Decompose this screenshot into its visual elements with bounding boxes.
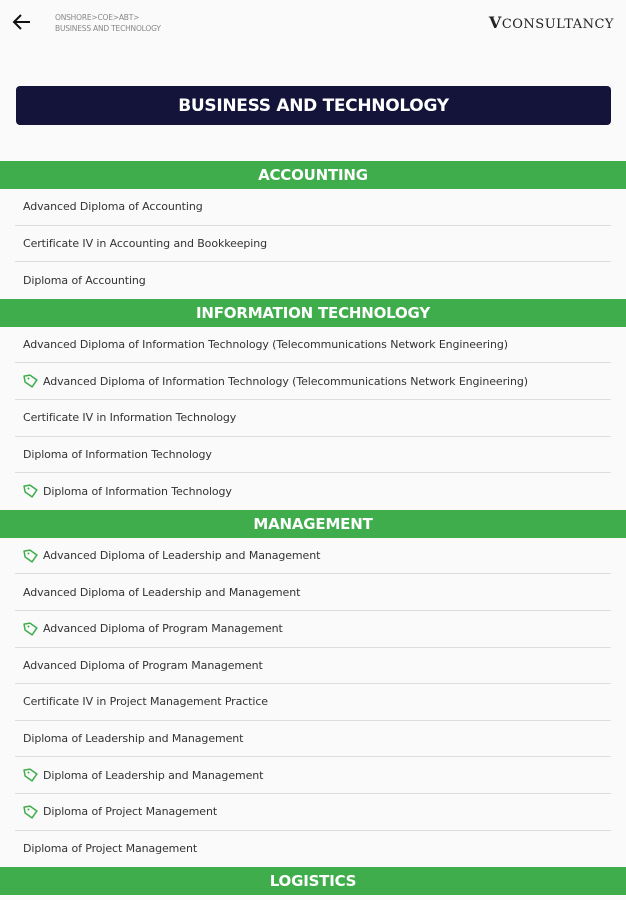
tag-icon <box>23 804 39 820</box>
course-item[interactable] <box>15 437 611 474</box>
logo-mark: V <box>488 13 502 32</box>
course-item[interactable] <box>15 648 611 685</box>
course-label: Certificate IV in Information Technology <box>23 411 237 425</box>
course-label: Diploma of Information Technology <box>23 447 212 461</box>
course-item[interactable] <box>15 262 611 299</box>
breadcrumb <box>55 12 161 34</box>
tag-icon <box>23 373 39 389</box>
section-courses <box>0 327 626 510</box>
logo-text: CONSULTANCY <box>501 17 614 32</box>
section-courses <box>0 538 626 867</box>
section-header: LOGISTICS <box>0 867 626 895</box>
tag-icon <box>23 621 39 637</box>
section-courses <box>0 189 626 299</box>
course-label: Advanced Diploma of Information Technology (Telecommunications Network Engineering) <box>43 374 528 388</box>
course-item[interactable] <box>15 574 611 611</box>
page-title: BUSINESS AND TECHNOLOGY <box>16 86 611 125</box>
tag-icon <box>23 483 39 499</box>
course-item[interactable] <box>15 400 611 437</box>
course-list <box>0 161 626 895</box>
section-header: INFORMATION TECHNOLOGY <box>0 299 626 327</box>
course-item[interactable] <box>15 611 611 648</box>
course-item[interactable] <box>15 757 611 794</box>
breadcrumb-path: ONSHORE>COE>ABT> <box>55 13 140 22</box>
tag-icon <box>23 548 39 564</box>
course-label: Advanced Diploma of Leadership and Management <box>23 585 301 599</box>
course-item[interactable] <box>15 189 611 226</box>
course-item[interactable] <box>15 473 611 510</box>
course-label: Diploma of Project Management <box>43 805 218 819</box>
course-item[interactable] <box>15 327 611 364</box>
course-item[interactable] <box>15 363 611 400</box>
course-label: Certificate IV in Project Management Practice <box>23 695 268 709</box>
course-label: Advanced Diploma of Program Management <box>43 622 283 636</box>
breadcrumb-current: BUSINESS AND TECHNOLOGY <box>55 24 161 33</box>
course-label: Diploma of Information Technology <box>43 484 232 498</box>
course-label: Advanced Diploma of Leadership and Management <box>43 549 321 563</box>
section-header: ACCOUNTING <box>0 161 626 189</box>
course-item[interactable] <box>15 538 611 575</box>
course-label: Advanced Diploma of Accounting <box>23 200 203 214</box>
course-item[interactable] <box>15 831 611 868</box>
course-item[interactable] <box>15 794 611 831</box>
course-label: Diploma of Accounting <box>23 273 146 287</box>
course-label: Advanced Diploma of Program Management <box>23 658 263 672</box>
course-label: Diploma of Project Management <box>23 842 198 856</box>
app-header <box>0 0 626 45</box>
course-item[interactable] <box>15 684 611 721</box>
course-label: Advanced Diploma of Information Technology (Telecommunications Network Engineering) <box>23 338 508 352</box>
tag-icon <box>23 767 39 783</box>
course-label: Diploma of Leadership and Management <box>23 732 244 746</box>
course-item[interactable] <box>15 721 611 758</box>
section-header: MANAGEMENT <box>0 510 626 538</box>
course-item[interactable] <box>15 226 611 263</box>
course-label: Certificate IV in Accounting and Bookkeeping <box>23 236 268 250</box>
course-label: Diploma of Leadership and Management <box>43 768 264 782</box>
logo <box>489 13 614 32</box>
back-arrow-icon[interactable] <box>10 10 34 34</box>
